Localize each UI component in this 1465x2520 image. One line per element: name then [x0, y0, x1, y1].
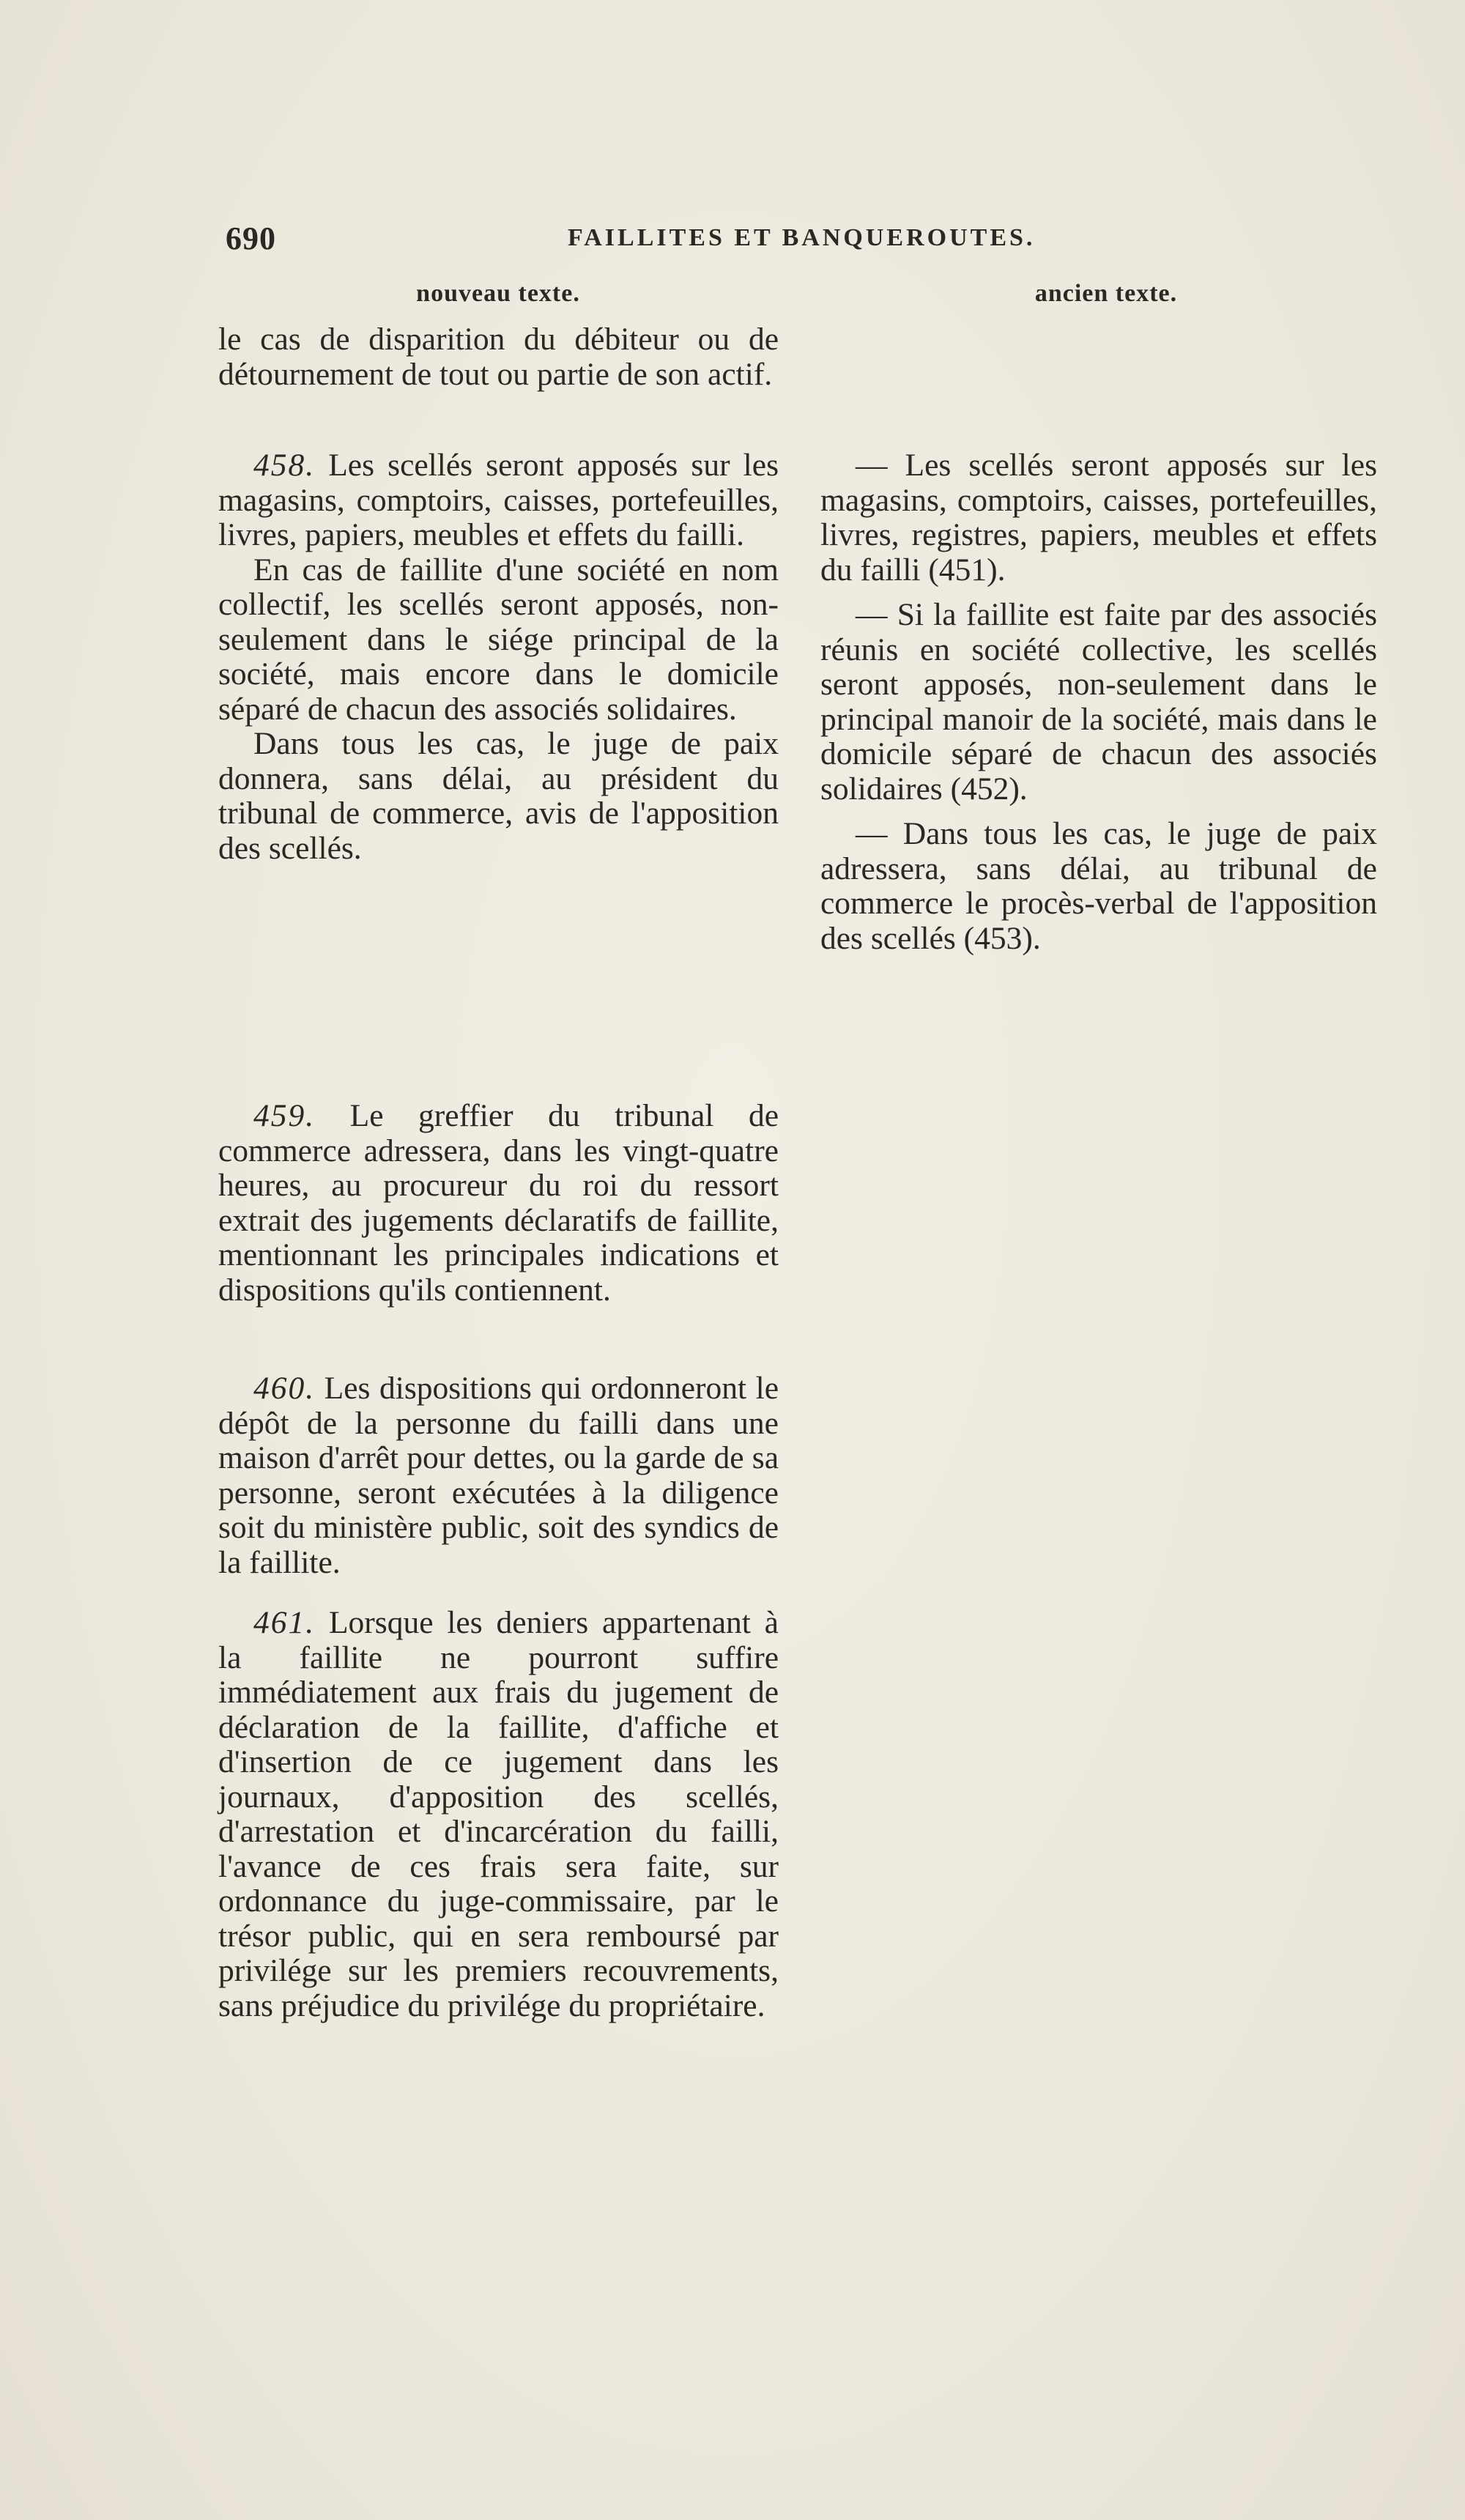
article-461	[218, 1606, 779, 2023]
article-460	[218, 1371, 779, 1580]
article-458-paragraph-3: Dans tous les cas, le juge de paix donnera, sans délai, au président du tribunal de commerce, avis de l'apposition des scellés.	[218, 726, 779, 866]
old-article-452: — Si la faillite est faite par des associés réunis en société collective, les scellés seront apposés, non-seulement dans le principal manoir de la société, mais dans le domicile séparé de chacun des associés solidaires (452).	[820, 597, 1377, 807]
article-461-number: 461.	[253, 1605, 316, 1640]
article-459	[218, 1099, 779, 1308]
old-text-column	[820, 448, 1377, 956]
article-459-text: Le greffier du tribunal de commerce adressera, dans les vingt-quatre heures, au procureur du roi du ressort extrait des jugements déclaratifs de faillite, mentionnant les principales indications et dispositions qu'ils contiennent.	[218, 1098, 779, 1308]
article-458-paragraph-1	[218, 448, 779, 553]
running-head	[220, 220, 1362, 264]
article-461-text: Lorsque les deniers appartenant à la faillite ne pourront suffire immédiatement aux frais du jugement de déclaration de la faillite, d'affiche et d'insertion de ce jugement dans les journaux, d'apposition des scellés, d'arrestation et d'incarcération du failli, l'avance de ces frais sera faite, sur ordonnance du juge-commissaire, par le trésor public, qui en sera remboursé par privilége sur les premiers recouvrements, sans préjudice du privilége du propriétaire.	[218, 1605, 779, 2023]
page-number: 690	[226, 220, 276, 256]
continuation-paragraph: le cas de disparition du débiteur ou de détournement de tout ou partie de son actif.	[218, 322, 779, 392]
article-460-paragraph	[218, 1371, 779, 1580]
left-continuation	[218, 322, 779, 392]
article-458-number: 458.	[253, 448, 316, 483]
article-459-number: 459.	[253, 1098, 316, 1133]
left-column-heading: nouveau texte.	[416, 280, 580, 307]
article-458-paragraph-2: En cas de faillite d'une société en nom collectif, les scellés seront apposés, non-seulement dans le siége principal de la société, mais encore dans le domicile séparé de chacun des associés solidaires.	[218, 552, 779, 727]
article-458-text: Les scellés seront apposés sur les magasins, comptoirs, caisses, portefeuilles, livres, papiers, meubles et effets du failli.	[218, 448, 779, 552]
old-article-453: — Dans tous les cas, le juge de paix adressera, sans délai, au tribunal de commerce le procès-verbal de l'apposition des scellés (453).	[820, 816, 1377, 956]
article-460-text: Les dispositions qui ordonneront le dépôt de la personne du failli dans une maison d'arrêt pour dettes, ou la garde de sa personne, seront exécutées à la diligence soit du ministère public, soit des syndics de la faillite.	[218, 1371, 779, 1580]
article-461-paragraph	[218, 1606, 779, 2023]
right-column-heading: ancien texte.	[1034, 280, 1178, 307]
page-header-title: FAILLITES ET BANQUEROUTES.	[568, 224, 1036, 251]
article-459-paragraph	[218, 1099, 779, 1308]
article-460-number: 460.	[253, 1371, 316, 1406]
old-article-451: — Les scellés seront apposés sur les magasins, comptoirs, caisses, portefeuilles, livres, registres, papiers, meubles et effets du failli (451).	[820, 448, 1377, 588]
article-458	[218, 448, 779, 866]
